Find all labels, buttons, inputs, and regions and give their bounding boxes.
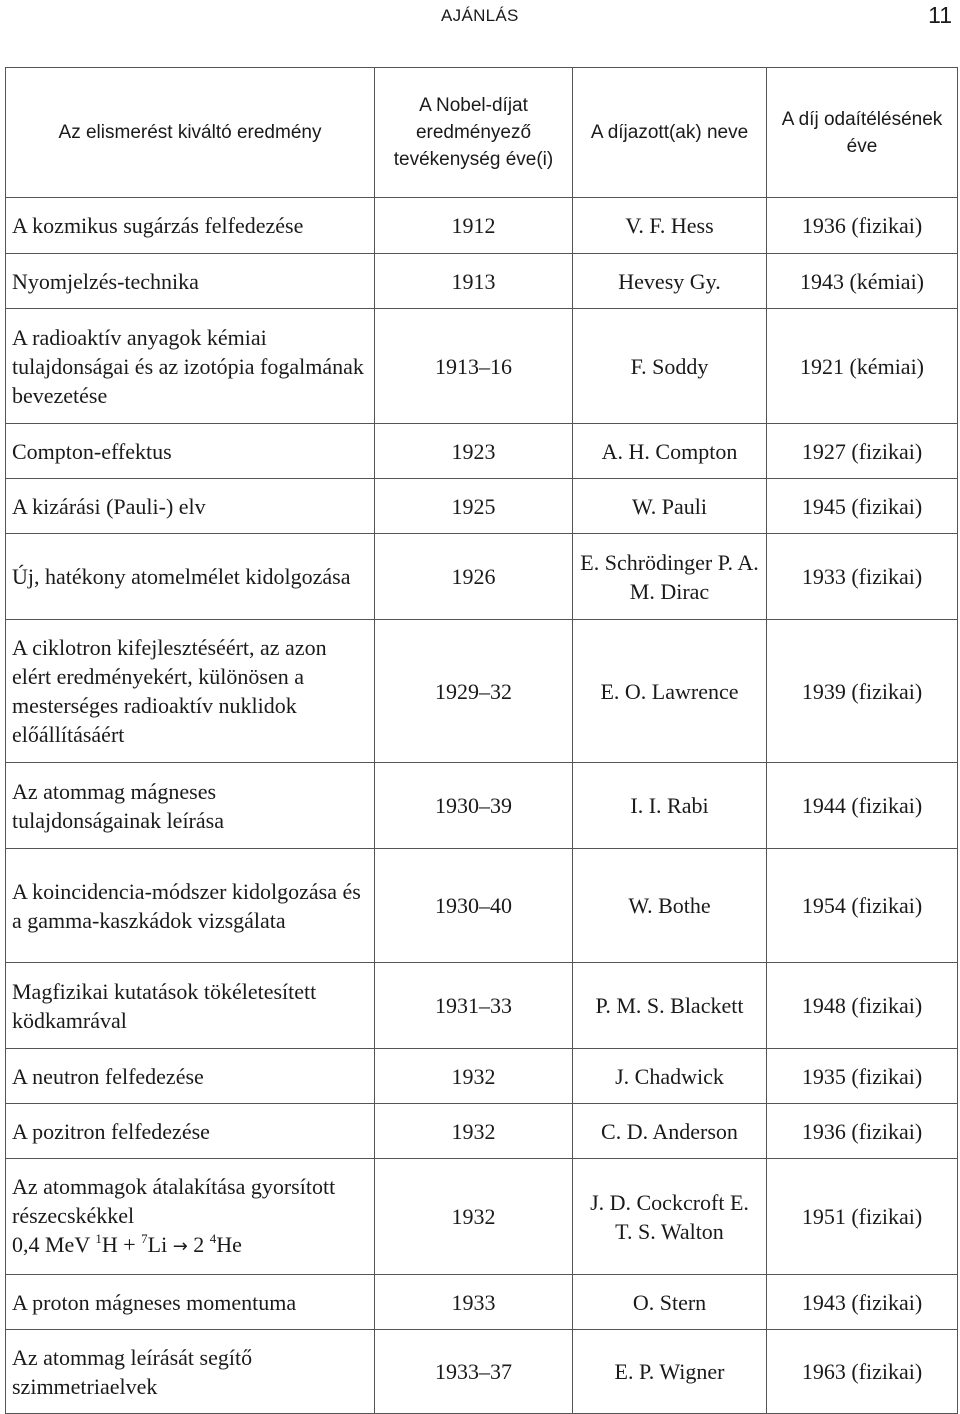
years-cell: 1930–40 [375,849,573,963]
nobel-prize-table [5,67,958,1414]
hydrogen-symbol: H + [101,1232,142,1257]
years-cell: 1925 [375,479,573,534]
lithium-symbol: Li [147,1232,168,1257]
table-row [6,763,958,849]
laureates-cell: E. P. Wigner [573,1330,767,1414]
page-number: 11 [928,2,952,28]
award-cell: 1948 (fizikai) [767,963,958,1049]
table-row [6,424,958,479]
laureates-cell: I. I. Rabi [573,763,767,849]
table-row [6,849,958,963]
table-row [6,254,958,309]
award-cell: 1939 (fizikai) [767,620,958,763]
award-cell: 1927 (fizikai) [767,424,958,479]
laureates-cell: W. Bothe [573,849,767,963]
laureates-cell: E. Schrödinger P. A. M. Dirac [573,534,767,620]
table-row [6,1159,958,1275]
years-cell: 1931–33 [375,963,573,1049]
laureates-cell: A. H. Compton [573,424,767,479]
award-cell: 1951 (fizikai) [767,1159,958,1275]
award-cell: 1945 (fizikai) [767,479,958,534]
table-row [6,1275,958,1330]
laureates-cell: W. Pauli [573,479,767,534]
mass-number-h: 1 [95,1231,102,1246]
years-cell: 1923 [375,424,573,479]
table-row [6,479,958,534]
laureates-cell: J. Chadwick [573,1049,767,1104]
laureates-cell: E. O. Lawrence [573,620,767,763]
years-cell: 1929–32 [375,620,573,763]
table-row [6,963,958,1049]
years-cell: 1932 [375,1159,573,1275]
laureates-cell: J. D. Cockcroft E. T. S. Walton [573,1159,767,1275]
years-cell: 1933 [375,1275,573,1330]
table-row [6,1104,958,1159]
mass-number-li: 7 [141,1231,148,1246]
result-cell: Az atommag mágneses tulajdonságainak leírása [6,763,375,849]
result-cell: A koincidencia-módszer kidolgozása és a gamma-kaszkádok vizsgálata [6,849,375,963]
table-row [6,620,958,763]
laureates-cell: Hevesy Gy. [573,254,767,309]
result-cell [6,1159,375,1275]
years-cell: 1932 [375,1049,573,1104]
laureates-cell: P. M. S. Blackett [573,963,767,1049]
result-cell: Magfizikai kutatások tökéletesített ködkamrával [6,963,375,1049]
column-header-years: A Nobel-díjat eredményező tevékenység éve(i) [375,68,573,198]
award-cell: 1943 (kémiai) [767,254,958,309]
years-cell: 1926 [375,534,573,620]
reaction-energy: 0,4 MeV [12,1232,90,1257]
laureates-cell: O. Stern [573,1275,767,1330]
award-cell: 1921 (kémiai) [767,309,958,424]
result-text: Az atommagok átalakítása gyorsított részecskékkel [12,1174,336,1228]
table-row [6,1330,958,1414]
result-cell: Az atommag leírását segítő szimmetriaelvek [6,1330,375,1414]
award-cell: 1933 (fizikai) [767,534,958,620]
result-cell: Nyomjelzés-technika [6,254,375,309]
years-cell: 1913 [375,254,573,309]
table-row [6,1049,958,1104]
reaction-arrow-icon: → [172,1236,188,1257]
result-cell: Új, hatékony atomelmélet kidolgozása [6,534,375,620]
result-cell: Compton-effektus [6,424,375,479]
years-cell: 1912 [375,198,573,254]
running-header-title: AJÁNLÁS [441,6,519,25]
table-header-row [6,68,958,198]
years-cell: 1933–37 [375,1330,573,1414]
result-cell: A neutron felfedezése [6,1049,375,1104]
award-cell: 1944 (fizikai) [767,763,958,849]
table-row [6,309,958,424]
years-cell: 1932 [375,1104,573,1159]
result-cell: A kizárási (Pauli-) elv [6,479,375,534]
award-cell: 1943 (fizikai) [767,1275,958,1330]
years-cell: 1913–16 [375,309,573,424]
laureates-cell: F. Soddy [573,309,767,424]
helium-symbol: He [216,1232,242,1257]
award-cell: 1936 (fizikai) [767,198,958,254]
table-row [6,534,958,620]
award-cell: 1954 (fizikai) [767,849,958,963]
mass-number-he: 4 [209,1231,217,1246]
laureates-cell: C. D. Anderson [573,1104,767,1159]
award-cell: 1935 (fizikai) [767,1049,958,1104]
laureates-cell: V. F. Hess [573,198,767,254]
result-cell: A kozmikus sugárzás felfedezése [6,198,375,254]
column-header-result: Az elismerést kiváltó eredmény [6,68,375,198]
award-cell: 1963 (fizikai) [767,1330,958,1414]
helium-count: 2 [187,1232,210,1257]
result-cell: A proton mágneses momentuma [6,1275,375,1330]
years-cell: 1930–39 [375,763,573,849]
result-cell: A ciklotron kifejlesztéséért, az azon elért eredményekért, különösen a mesterséges radioaktív nuklidok előállításáért [6,620,375,763]
table-row [6,198,958,254]
column-header-award-year: A díj odaítélésének éve [767,68,958,198]
result-cell: A pozitron felfedezése [6,1104,375,1159]
nuclear-reaction-formula [12,1232,242,1257]
column-header-laureates: A díjazott(ak) neve [573,68,767,198]
result-cell: A radioaktív anyagok kémiai tulajdonságai és az izotópia fogalmának bevezetése [6,309,375,424]
award-cell: 1936 (fizikai) [767,1104,958,1159]
